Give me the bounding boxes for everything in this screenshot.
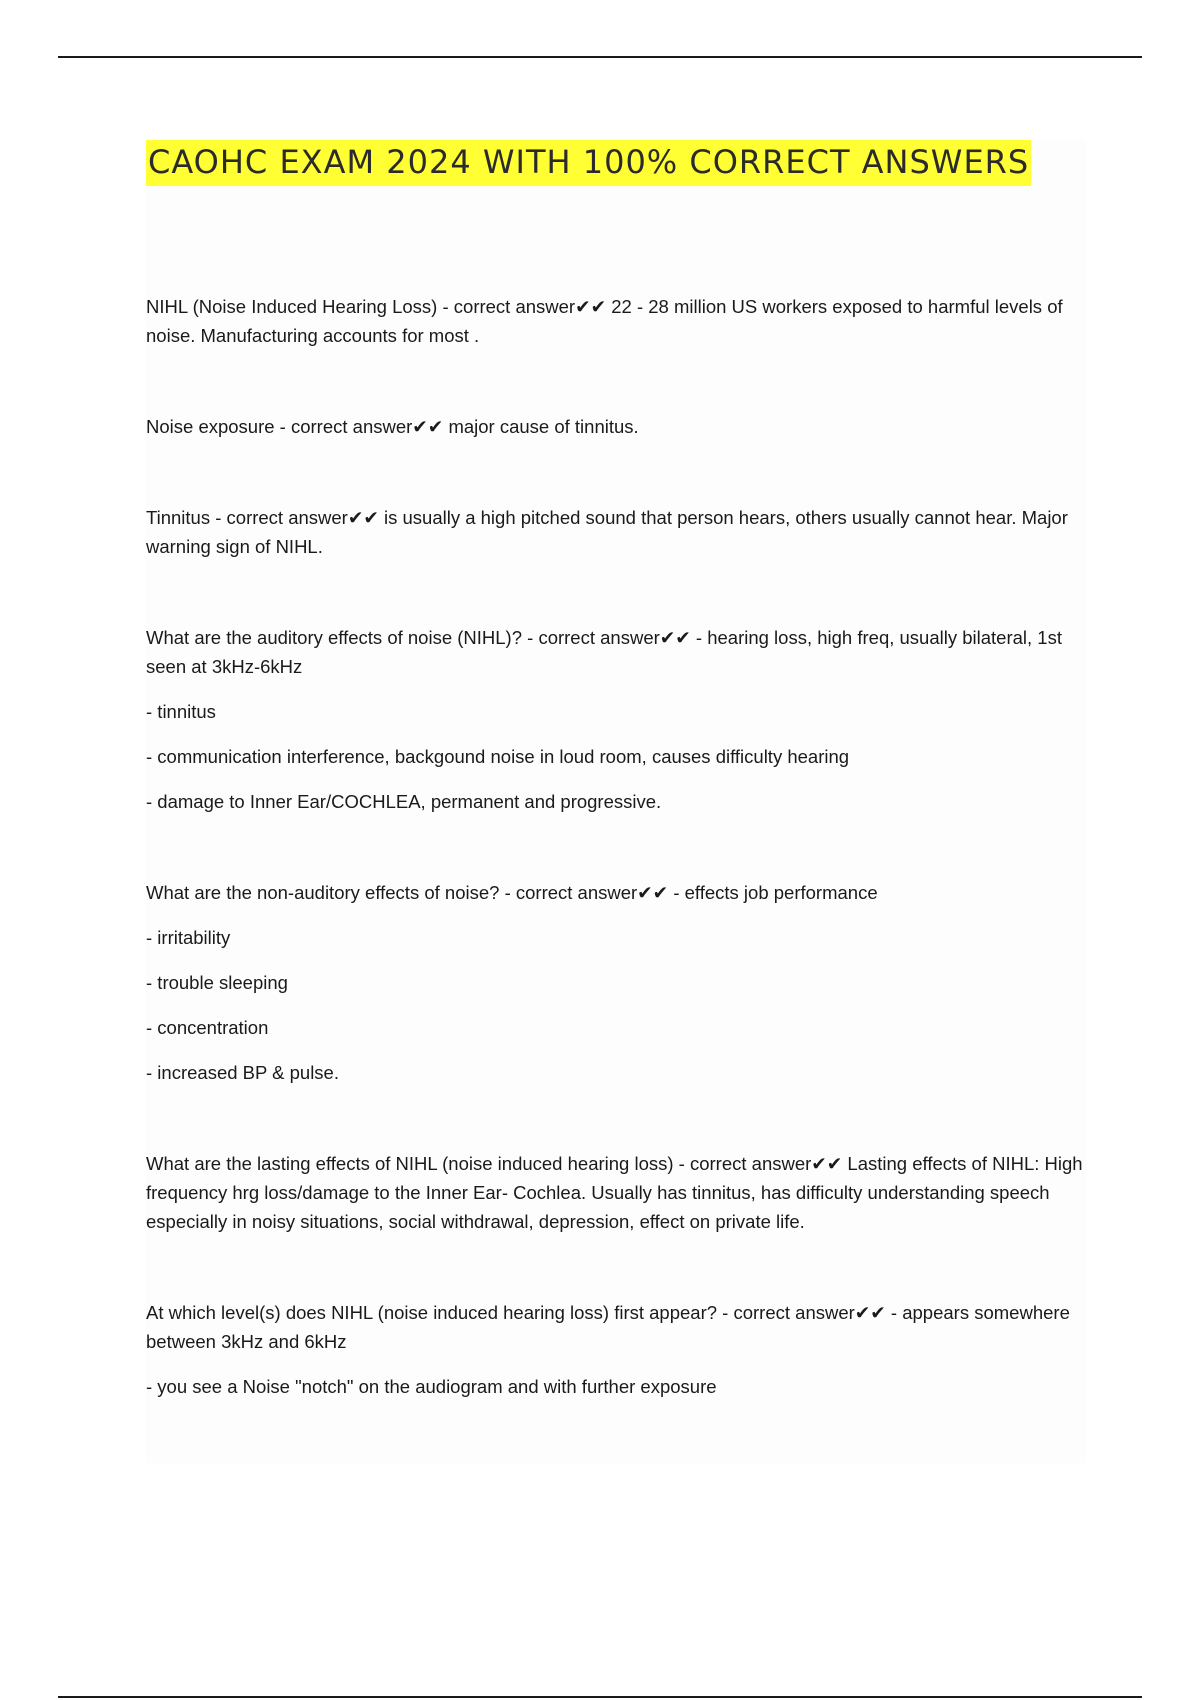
qa-text: Tinnitus - correct answer✔✔ is usually a high pitched sound that person hears, others usually cannot hear. Major warning sign of NIHL. bbox=[146, 507, 1068, 557]
qa-text: NIHL (Noise Induced Hearing Loss) - correct answer✔✔ 22 - 28 million US workers exposed to harmful levels of noise. Manufacturing accounts for most . bbox=[146, 296, 1063, 346]
qa-entry bbox=[146, 878, 1086, 1087]
qa-bullet: - trouble sleeping bbox=[146, 972, 288, 993]
qa-entry bbox=[146, 623, 1086, 816]
document-title: CAOHC EXAM 2024 WITH 100% CORRECT ANSWERS bbox=[146, 140, 1031, 186]
qa-bullet: - tinnitus bbox=[146, 701, 216, 722]
qa-bullet: - increased BP & pulse. bbox=[146, 1062, 339, 1083]
qa-bullet: - you see a Noise "notch" on the audiogram and with further exposure bbox=[146, 1376, 717, 1397]
qa-text: What are the auditory effects of noise (NIHL)? - correct answer✔✔ - hearing loss, high freq, usually bilateral, 1st seen at 3kHz-6kHz bbox=[146, 627, 1062, 677]
qa-entry bbox=[146, 1298, 1086, 1401]
title-block bbox=[146, 140, 1086, 186]
qa-text: What are the non-auditory effects of noise? - correct answer✔✔ - effects job performance bbox=[146, 882, 878, 903]
qa-text: Noise exposure - correct answer✔✔ major cause of tinnitus. bbox=[146, 416, 639, 437]
qa-text: At which level(s) does NIHL (noise induced hearing loss) first appear? - correct answer✔✔ - appears somewhere between 3kHz and 6kHz bbox=[146, 1302, 1070, 1352]
qa-bullet: - damage to Inner Ear/COCHLEA, permanent and progressive. bbox=[146, 791, 662, 812]
qa-entry bbox=[146, 292, 1086, 350]
qa-entry bbox=[146, 503, 1086, 561]
qa-bullet: - concentration bbox=[146, 1017, 269, 1038]
qa-entry bbox=[146, 1149, 1086, 1236]
qa-bullet: - communication interference, backgound noise in loud room, causes difficulty hearing bbox=[146, 746, 850, 767]
bottom-rule bbox=[58, 1696, 1142, 1698]
document-content bbox=[146, 140, 1086, 1463]
qa-entry bbox=[146, 412, 1086, 441]
qa-bullet: - irritability bbox=[146, 927, 231, 948]
top-rule bbox=[58, 56, 1142, 58]
qa-text: What are the lasting effects of NIHL (noise induced hearing loss) - correct answer✔✔ Lasting effects of NIHL: High frequency hrg loss/damage to the Inner Ear- Cochlea. Usually has tinnitus, has difficulty understanding speech especially in noisy situations, social withdrawal, depression, effect on private life. bbox=[146, 1153, 1083, 1232]
